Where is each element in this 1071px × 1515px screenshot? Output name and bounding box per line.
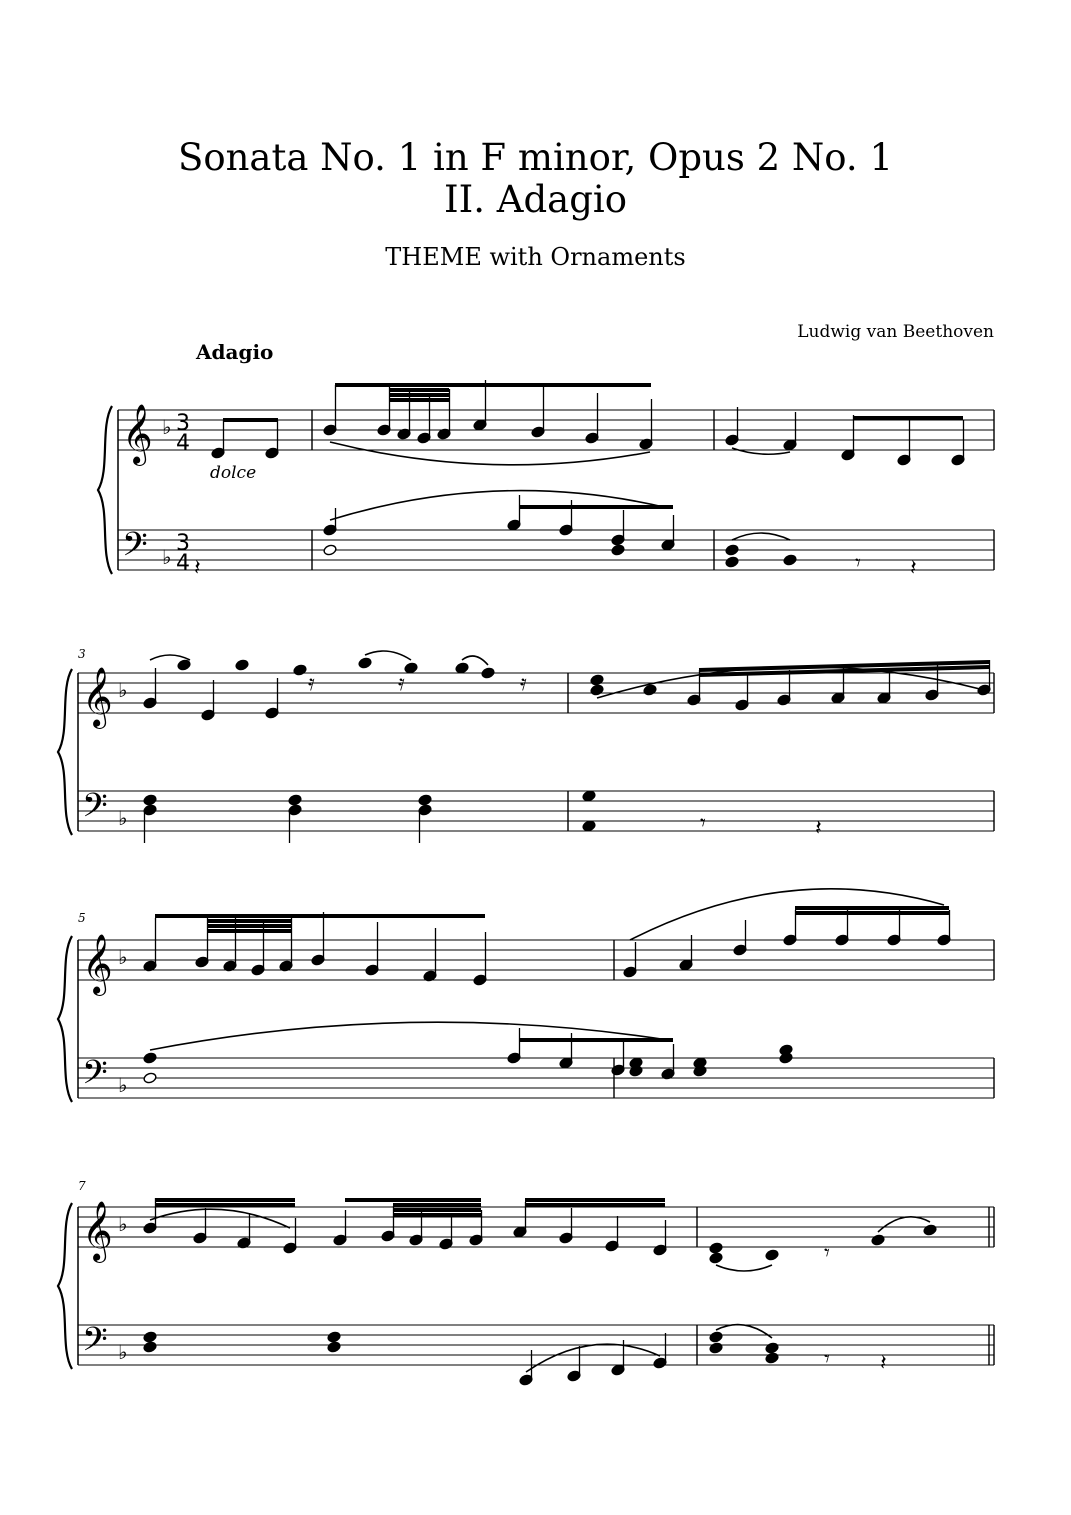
note-head <box>765 1352 779 1364</box>
measure-number: 3 <box>78 647 86 661</box>
slur <box>150 1022 668 1050</box>
measure-number: 5 <box>78 911 86 925</box>
time-signature: 4 <box>176 431 190 456</box>
note-head <box>327 1341 341 1353</box>
note-head <box>143 1331 157 1343</box>
notes <box>143 380 991 1386</box>
brace <box>58 1203 72 1369</box>
note-head <box>582 820 596 832</box>
bass-clef: 𝄢 <box>82 1321 108 1367</box>
note-head <box>323 544 337 556</box>
key-flat: ♭ <box>118 678 128 702</box>
note-head <box>327 1331 341 1343</box>
rest: 𝄾 <box>824 1347 830 1372</box>
note-head <box>418 794 432 806</box>
note-head <box>709 1252 723 1264</box>
rest: 𝄽 <box>194 556 201 581</box>
rest: 𝄽 <box>880 1351 887 1376</box>
note-head <box>143 1072 157 1084</box>
subtitle: THEME with Ornaments <box>385 243 686 271</box>
note-head <box>288 794 302 806</box>
brace <box>98 406 112 574</box>
treble-clef: 𝄞 <box>82 667 113 727</box>
score-text <box>82 404 190 1367</box>
rest: 𝄾 <box>855 551 861 576</box>
rest: 𝄾 <box>824 1241 830 1266</box>
key-flat: ♭ <box>118 945 128 969</box>
key-flat: ♭ <box>118 1340 128 1364</box>
bass-clef: 𝄢 <box>122 526 148 572</box>
note-head <box>590 684 604 696</box>
time-signature: 4 <box>176 551 190 576</box>
bass-clef: 𝄢 <box>82 787 108 833</box>
note-head <box>177 659 191 671</box>
slur <box>878 1217 930 1232</box>
rest: 𝄽 <box>815 816 822 841</box>
note-head <box>871 1234 885 1246</box>
slur <box>732 533 790 540</box>
movement-title: II. Adagio <box>443 178 627 221</box>
treble-clef: 𝄞 <box>122 404 153 464</box>
note-head <box>611 544 625 556</box>
note-head <box>709 1342 723 1354</box>
slur <box>150 655 190 660</box>
slur <box>150 1209 290 1228</box>
rest: 𝄿 <box>398 671 405 696</box>
dynamic-dolce: dolce <box>210 463 257 483</box>
note-head <box>404 662 418 674</box>
key-flat: ♭ <box>162 545 172 569</box>
note-head <box>783 554 797 566</box>
note-head <box>725 544 739 556</box>
note-head <box>481 667 495 679</box>
note-head <box>235 659 249 671</box>
slur <box>526 1344 660 1372</box>
note-head <box>590 674 604 686</box>
note-head <box>582 790 596 802</box>
composer: Ludwig van Beethoven <box>797 322 994 342</box>
note-head <box>143 1341 157 1353</box>
slur <box>716 1325 772 1338</box>
note-head <box>143 794 157 806</box>
brace <box>58 669 72 835</box>
time-signature: 3 <box>176 531 190 556</box>
note-head <box>709 1242 723 1254</box>
note-head <box>455 662 469 674</box>
piece-title: Sonata No. 1 in F minor, Opus 2 No. 1 <box>177 136 893 179</box>
rest: 𝄾 <box>700 811 706 836</box>
slur <box>330 442 650 465</box>
note-head <box>923 1224 937 1236</box>
slur <box>716 1265 772 1271</box>
key-flat: ♭ <box>118 806 128 830</box>
bass-clef: 𝄢 <box>82 1054 108 1100</box>
slur <box>365 651 411 660</box>
note-head <box>765 1342 779 1354</box>
slur <box>732 448 790 454</box>
key-flat: ♭ <box>162 415 172 439</box>
note-head <box>143 1052 157 1064</box>
rest: 𝄿 <box>520 671 527 696</box>
note-head <box>358 657 372 669</box>
note-head <box>765 1249 779 1261</box>
note-head <box>725 556 739 568</box>
time-signature: 3 <box>176 411 190 436</box>
treble-clef: 𝄞 <box>82 1201 113 1261</box>
rest: 𝄿 <box>308 671 315 696</box>
treble-clef: 𝄞 <box>82 934 113 994</box>
key-flat: ♭ <box>118 1073 128 1097</box>
key-flat: ♭ <box>118 1212 128 1236</box>
measure-number: 7 <box>78 1179 86 1193</box>
tempo-marking: Adagio <box>196 340 274 364</box>
note-head <box>709 1331 723 1343</box>
rest: 𝄽 <box>910 556 917 581</box>
note-head <box>293 664 307 676</box>
brace <box>58 936 72 1102</box>
